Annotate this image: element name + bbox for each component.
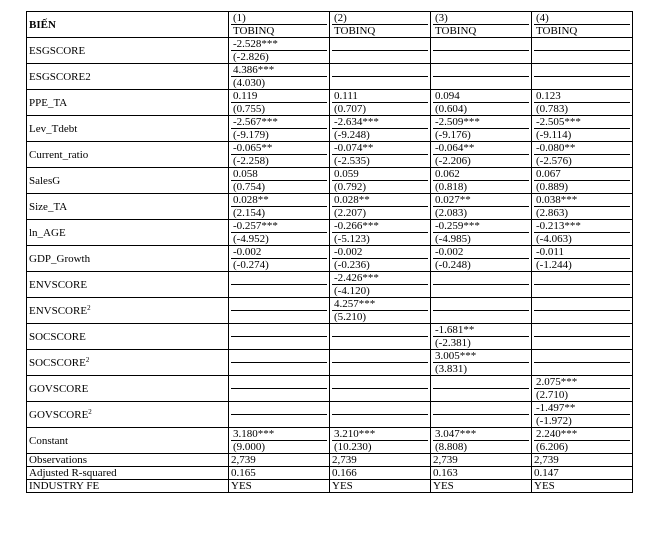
coefficient-cell (431, 246, 532, 272)
t-statistic: (-5.123) (334, 233, 370, 245)
column-header (229, 12, 330, 38)
t-statistic (332, 337, 428, 349)
coefficient (534, 64, 630, 77)
coefficient: -2.634*** (332, 116, 428, 129)
t-statistic: (0.889) (536, 181, 569, 193)
column-number: (3) (433, 12, 529, 25)
coefficient-cell (229, 298, 330, 324)
header-row (27, 12, 633, 38)
footer-value: 0.165 (229, 467, 330, 480)
dependent-variable: TOBINQ (233, 25, 275, 37)
coefficient-cell (532, 428, 633, 454)
coefficient (433, 298, 529, 311)
coefficient (433, 376, 529, 389)
coefficient-cell (229, 402, 330, 428)
t-statistic (433, 285, 529, 297)
t-statistic: (-4.985) (435, 233, 471, 245)
t-statistic (534, 77, 630, 89)
variable-name (27, 376, 229, 402)
coefficient-cell (229, 38, 330, 64)
variable-label: Constant (29, 434, 69, 447)
coefficient-cell (229, 168, 330, 194)
footer-label: Observations (27, 454, 229, 467)
t-statistic (332, 389, 428, 401)
coefficient-cell (431, 64, 532, 90)
coefficient: -0.080** (534, 142, 630, 155)
coefficient (534, 272, 630, 285)
coefficient: -2.509*** (433, 116, 529, 129)
coefficient-cell (532, 324, 633, 350)
coefficient: -1.681** (433, 324, 529, 337)
variable-label: Size_TA (29, 200, 68, 213)
column-header (330, 12, 431, 38)
superscript: 2 (88, 407, 92, 416)
t-statistic (231, 415, 327, 427)
coefficient (231, 298, 327, 311)
table-row (27, 298, 633, 324)
t-statistic (332, 77, 428, 89)
coefficient-cell (532, 38, 633, 64)
coefficient: -2.426*** (332, 272, 428, 285)
coefficient: -0.259*** (433, 220, 529, 233)
coefficient-cell (229, 64, 330, 90)
t-statistic (534, 337, 630, 349)
table-row (27, 350, 633, 376)
t-statistic: (-0.274) (233, 259, 269, 271)
variable-label: Current_ratio (29, 148, 89, 161)
t-statistic: (-4.063) (536, 233, 572, 245)
dependent-variable: TOBINQ (435, 25, 477, 37)
t-statistic: (4.030) (233, 77, 266, 89)
coefficient-cell (532, 272, 633, 298)
variable-name (27, 38, 229, 64)
t-statistic: (0.818) (435, 181, 468, 193)
column-number: (2) (332, 12, 428, 25)
coefficient-cell (532, 220, 633, 246)
regression-table-container (26, 11, 633, 493)
coefficient-cell (532, 402, 633, 428)
coefficient-cell (229, 194, 330, 220)
coefficient (433, 272, 529, 285)
coefficient (332, 376, 428, 389)
t-statistic: (9.000) (233, 441, 266, 453)
t-statistic: (5.210) (334, 311, 367, 323)
coefficient: 0.028** (231, 194, 327, 207)
coefficient: 0.111 (332, 90, 428, 103)
coefficient-cell (330, 376, 431, 402)
coefficient: 3.180*** (231, 428, 327, 441)
coefficient: 0.027** (433, 194, 529, 207)
coefficient: 3.005*** (433, 350, 529, 363)
t-statistic (231, 363, 327, 375)
variable-name (27, 116, 229, 142)
footer-value: YES (330, 480, 431, 493)
coefficient-cell (330, 246, 431, 272)
coefficient-cell (229, 90, 330, 116)
variable-label: SOCSCORE (29, 356, 86, 369)
t-statistic (231, 389, 327, 401)
table-row (27, 402, 633, 428)
footer-value: 2,739 (330, 454, 431, 467)
coefficient: -0.257*** (231, 220, 327, 233)
t-statistic: (-2.576) (536, 155, 572, 167)
coefficient-cell (431, 194, 532, 220)
coefficient-cell (330, 350, 431, 376)
t-statistic (433, 389, 529, 401)
variable-name (27, 272, 229, 298)
variable-header: BIẾN (27, 12, 229, 38)
coefficient-cell (330, 116, 431, 142)
coefficient (231, 324, 327, 337)
coefficient-cell (330, 64, 431, 90)
coefficient-cell (431, 298, 532, 324)
variable-label: ESGSCORE2 (29, 70, 91, 83)
t-statistic (534, 285, 630, 297)
coefficient-cell (431, 142, 532, 168)
variable-name (27, 428, 229, 454)
coefficient: -0.065** (231, 142, 327, 155)
coefficient-cell (330, 298, 431, 324)
t-statistic: (0.792) (334, 181, 367, 193)
footer-value: 2,739 (229, 454, 330, 467)
variable-label: ENVSCORE (29, 278, 88, 291)
coefficient (433, 38, 529, 51)
table-row (27, 428, 633, 454)
coefficient (433, 402, 529, 415)
coefficient-cell (229, 116, 330, 142)
variable-label: PPE_TA (29, 96, 68, 109)
coefficient-cell (330, 194, 431, 220)
coefficient (534, 324, 630, 337)
coefficient-cell (229, 376, 330, 402)
coefficient: -0.002 (332, 246, 428, 259)
coefficient: 4.386*** (231, 64, 327, 77)
table-row (27, 324, 633, 350)
dependent-variable: TOBINQ (334, 25, 376, 37)
coefficient (534, 38, 630, 51)
coefficient: 0.058 (231, 168, 327, 181)
coefficient (332, 64, 428, 77)
table-row (27, 168, 633, 194)
variable-name (27, 298, 229, 324)
coefficient-cell (532, 376, 633, 402)
coefficient-cell (431, 402, 532, 428)
coefficient: 0.123 (534, 90, 630, 103)
t-statistic: (-2.826) (233, 51, 269, 63)
t-statistic: (0.604) (435, 103, 468, 115)
coefficient-cell (229, 324, 330, 350)
coefficient: -0.011 (534, 246, 630, 259)
t-statistic (534, 51, 630, 63)
coefficient: -0.002 (231, 246, 327, 259)
t-statistic: (0.707) (334, 103, 367, 115)
footer-label: INDUSTRY FE (27, 480, 229, 493)
t-statistic: (8.808) (435, 441, 468, 453)
footer-value: YES (431, 480, 532, 493)
coefficient: 0.062 (433, 168, 529, 181)
t-statistic (332, 415, 428, 427)
variable-label: Lev_Tdebt (29, 122, 78, 135)
coefficient-cell (431, 376, 532, 402)
coefficient-cell (431, 90, 532, 116)
coefficient-cell (330, 402, 431, 428)
variable-label: GDP_Growth (29, 252, 91, 265)
t-statistic: (-2.258) (233, 155, 269, 167)
coefficient (332, 324, 428, 337)
footer-label: Adjusted R-squared (27, 467, 229, 480)
coefficient-cell (532, 246, 633, 272)
coefficient: -0.074** (332, 142, 428, 155)
variable-label: ESGSCORE (29, 44, 86, 57)
table-row (27, 376, 633, 402)
footer-value: YES (229, 480, 330, 493)
coefficient: 0.119 (231, 90, 327, 103)
coefficient (231, 402, 327, 415)
t-statistic: (-9.248) (334, 129, 370, 141)
coefficient: 0.028** (332, 194, 428, 207)
table-row (27, 220, 633, 246)
footer-row (27, 454, 633, 467)
coefficient: -0.266*** (332, 220, 428, 233)
column-number: (4) (534, 12, 630, 25)
footer-value: YES (532, 480, 633, 493)
coefficient-cell (431, 38, 532, 64)
coefficient-cell (229, 220, 330, 246)
coefficient: 3.210*** (332, 428, 428, 441)
t-statistic (433, 415, 529, 427)
coefficient-cell (330, 142, 431, 168)
table-row (27, 38, 633, 64)
coefficient-cell (532, 194, 633, 220)
variable-label: SOCSCORE (29, 330, 86, 343)
coefficient-cell (532, 298, 633, 324)
coefficient: -2.528*** (231, 38, 327, 51)
variable-label: GOVSCORE (29, 382, 89, 395)
footer-value: 2,739 (431, 454, 532, 467)
coefficient-cell (330, 324, 431, 350)
coefficient: -1.497** (534, 402, 630, 415)
coefficient: -2.505*** (534, 116, 630, 129)
coefficient: 2.075*** (534, 376, 630, 389)
footer-row (27, 480, 633, 493)
coefficient (231, 272, 327, 285)
coefficient: -2.567*** (231, 116, 327, 129)
coefficient (534, 298, 630, 311)
footer-value: 0.147 (532, 467, 633, 480)
t-statistic: (-4.952) (233, 233, 269, 245)
t-statistic: (0.755) (233, 103, 266, 115)
t-statistic (231, 285, 327, 297)
variable-name (27, 402, 229, 428)
footer-value: 2,739 (532, 454, 633, 467)
coefficient-cell (229, 272, 330, 298)
coefficient (332, 402, 428, 415)
coefficient (534, 350, 630, 363)
t-statistic: (0.754) (233, 181, 266, 193)
table-row (27, 272, 633, 298)
t-statistic: (-9.176) (435, 129, 471, 141)
coefficient: 0.094 (433, 90, 529, 103)
coefficient-cell (330, 428, 431, 454)
coefficient: -0.213*** (534, 220, 630, 233)
superscript: 2 (85, 355, 90, 364)
column-header (431, 12, 532, 38)
variable-name (27, 90, 229, 116)
coefficient-cell (330, 272, 431, 298)
coefficient-cell (431, 350, 532, 376)
t-statistic: (-1.972) (536, 415, 572, 427)
variable-name (27, 194, 229, 220)
coefficient-cell (229, 246, 330, 272)
variable-name (27, 168, 229, 194)
coefficient (332, 350, 428, 363)
t-statistic: (-2.206) (435, 155, 471, 167)
coefficient-cell (532, 64, 633, 90)
variable-label: SalesG (29, 174, 61, 187)
t-statistic: (10.230) (334, 441, 372, 453)
dependent-variable: TOBINQ (536, 25, 578, 37)
t-statistic (231, 311, 327, 323)
coefficient-cell (229, 142, 330, 168)
variable-name (27, 246, 229, 272)
coefficient: 2.240*** (534, 428, 630, 441)
footer-value: 0.163 (431, 467, 532, 480)
variable-name (27, 220, 229, 246)
coefficient: -0.002 (433, 246, 529, 259)
coefficient-cell (532, 142, 633, 168)
t-statistic (332, 51, 428, 63)
regression-table (26, 11, 633, 493)
table-row (27, 246, 633, 272)
coefficient: 3.047*** (433, 428, 529, 441)
t-statistic (433, 51, 529, 63)
t-statistic: (-0.248) (435, 259, 471, 271)
t-statistic: (-4.120) (334, 285, 370, 297)
t-statistic: (-2.535) (334, 155, 370, 167)
variable-label: ENVSCORE (29, 304, 88, 317)
t-statistic (534, 311, 630, 323)
t-statistic: (-2.381) (435, 337, 471, 349)
coefficient-cell (431, 428, 532, 454)
coefficient (332, 38, 428, 51)
t-statistic (231, 337, 327, 349)
coefficient-cell (330, 38, 431, 64)
coefficient-cell (431, 220, 532, 246)
coefficient: 4.257*** (332, 298, 428, 311)
t-statistic: (2.710) (536, 389, 569, 401)
coefficient (231, 376, 327, 389)
t-statistic: (-9.179) (233, 129, 269, 141)
t-statistic: (-0.236) (334, 259, 370, 271)
t-statistic (332, 363, 428, 375)
t-statistic: (-9.114) (536, 129, 572, 141)
t-statistic: (3.831) (435, 363, 468, 375)
t-statistic: (2.154) (233, 207, 266, 219)
coefficient (433, 64, 529, 77)
coefficient (231, 350, 327, 363)
coefficient: 0.038*** (534, 194, 630, 207)
coefficient: -0.064** (433, 142, 529, 155)
t-statistic (433, 77, 529, 89)
coefficient-cell (431, 324, 532, 350)
t-statistic (433, 311, 529, 323)
variable-label: ln_AGE (29, 226, 66, 239)
t-statistic (534, 363, 630, 375)
coefficient-cell (431, 116, 532, 142)
table-row (27, 64, 633, 90)
coefficient-cell (330, 168, 431, 194)
coefficient-cell (532, 168, 633, 194)
coefficient-cell (330, 90, 431, 116)
variable-name (27, 350, 229, 376)
t-statistic: (2.207) (334, 207, 367, 219)
table-row (27, 116, 633, 142)
table-row (27, 90, 633, 116)
coefficient-cell (229, 428, 330, 454)
coefficient-cell (532, 350, 633, 376)
variable-label: GOVSCORE (29, 408, 89, 421)
coefficient-cell (431, 168, 532, 194)
footer-row (27, 467, 633, 480)
coefficient: 0.067 (534, 168, 630, 181)
table-row (27, 194, 633, 220)
footer-value: 0.166 (330, 467, 431, 480)
coefficient-cell (330, 220, 431, 246)
coefficient-cell (532, 90, 633, 116)
variable-name (27, 324, 229, 350)
coefficient-cell (431, 272, 532, 298)
t-statistic: (2.083) (435, 207, 468, 219)
t-statistic: (-1.244) (536, 259, 572, 271)
t-statistic: (6.206) (536, 441, 569, 453)
column-number: (1) (231, 12, 327, 25)
variable-name (27, 64, 229, 90)
coefficient: 0.059 (332, 168, 428, 181)
t-statistic: (0.783) (536, 103, 569, 115)
coefficient-cell (532, 116, 633, 142)
table-row (27, 142, 633, 168)
variable-name (27, 142, 229, 168)
t-statistic: (2.863) (536, 207, 569, 219)
column-header (532, 12, 633, 38)
coefficient-cell (229, 350, 330, 376)
superscript: 2 (87, 303, 91, 312)
